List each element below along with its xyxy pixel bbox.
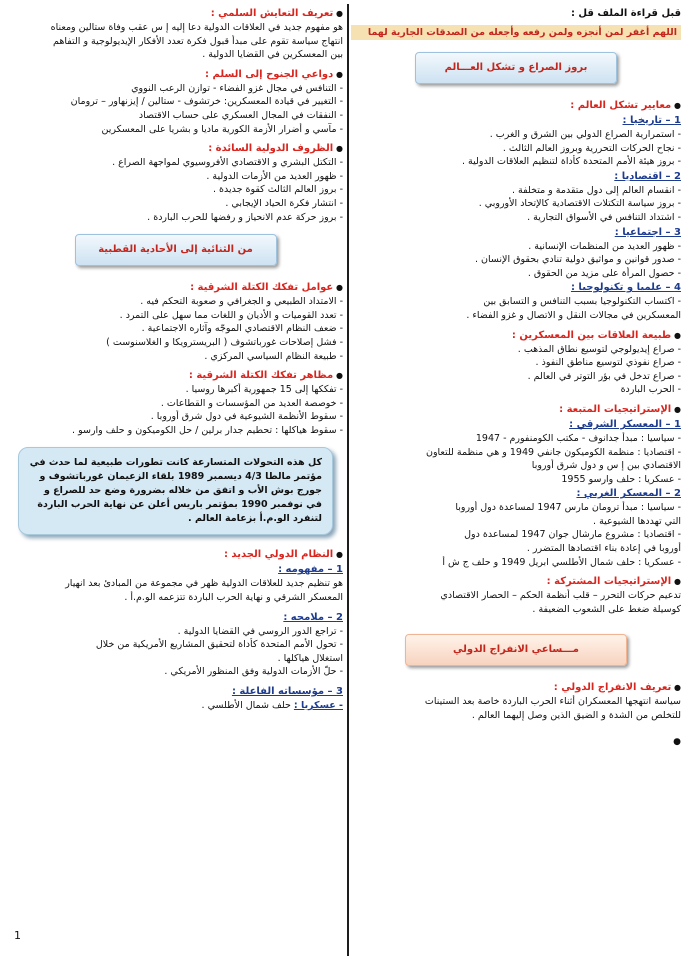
- west-title: 2 – المعسكر الغربي :: [576, 488, 681, 500]
- motives-item: - التنافس في مجال غزو الفضاء - توازن الرعب النووي: [8, 82, 343, 96]
- signs-title: ● مظاهر تفكك الكتلة الشرقية :: [8, 368, 343, 383]
- west-item: أوروبا في إعادة بناء اقتصادها المتضرر .: [526, 543, 681, 555]
- west-item: - سياسيا : مبدأ ترومان مارس 1947 لمساعدة دول أوروبا: [351, 501, 681, 515]
- science-title: 4 – علميا و تكنولوجيا :: [570, 282, 681, 294]
- features-item: - تحول الأمم المتحدة كأداة لتحقيق المشاريع الأمريكية من خلال: [8, 638, 343, 652]
- features-item: - تراجع الدور الروسي في القضايا الدولية .: [8, 625, 343, 639]
- collapse-item: - طبيعة النظام السياسي المركزي .: [8, 350, 343, 364]
- collapse-item: - ضعف النظام الاقتصادي الموجّه وآثاره الاجتماعية .: [8, 322, 343, 336]
- empty-bullet: ●: [673, 736, 681, 747]
- features-item: استغلال هياكلها .: [277, 652, 343, 664]
- econ-item: - بروز سياسة التكتلات الاقتصادية كالإتحاد الأوروبي .: [351, 197, 681, 211]
- circ-item: - انتشار فكرة الحياد الإيجابي .: [8, 197, 343, 211]
- west-item: - اقتصاديا : مشروع مارشال جوان 1947 لمساعدة دول: [351, 528, 681, 542]
- motives-item: - مآسي و أضرار الأزمة الكورية ماديا و بشريا على المعسكرين: [8, 123, 343, 137]
- signs-item: - خوصصة العديد من المؤسسات و القطاعات .: [8, 397, 343, 411]
- signs-item: - سقوط هياكلها : تحطيم جدار برلين / حل الكوميكون و حلف وارسو .: [8, 424, 343, 438]
- relations-item: - صراع إيديولوجي لتوسيع نطاق المذهب .: [351, 343, 681, 357]
- collapse-title: ● عوامل تفكك الكتلة الشرقية :: [8, 280, 343, 295]
- relations-item: - الحرب الباردة: [351, 383, 681, 397]
- institutions-title: 3 – مؤسساته الفاعلة :: [231, 686, 343, 698]
- history-item: - استمرارية الصراع الدولي بين الشرق و الغرب .: [351, 128, 681, 142]
- collapse-item: - تعدد القوميات و الأديان و اللغات مما سهل على التمرد .: [8, 309, 343, 323]
- history-item: - نجاح الحركات التحررية وبروز العالم الثالث .: [351, 142, 681, 156]
- social-item: - صدور قوانين و مواثيق دولية تنادي بحقوق الإنسان .: [351, 253, 681, 267]
- circ-item: - بروز العالم الثالث كقوة جديدة .: [8, 183, 343, 197]
- military-value: حلف شمال الأطلسي .: [201, 700, 294, 712]
- east-item: - اقتصاديا : منظمة الكوميكون جانفي 1949 و هي منظمة للتعاون: [351, 446, 681, 460]
- column-divider: [347, 4, 349, 956]
- science-item: - اكتساب التكنولوجيا بسبب التنافس و التسابق بين: [351, 295, 681, 309]
- social-item: - ظهور العديد من المنظمات الإنسانية .: [351, 240, 681, 254]
- left-column: [8, 6, 343, 713]
- history-title: 1 – تاريخيا :: [622, 115, 681, 126]
- circ-title: ● الظروف الدولية السائدة :: [8, 141, 343, 156]
- prayer-banner: اللهم أغفر لمن أنجزه ولمن رفعه وأجعله من الصدقات الجارية لهما: [351, 25, 681, 40]
- detente-title: ● تعريف الانفراج الدولي :: [351, 680, 681, 695]
- circ-item: - التكتل البشري و الاقتصادي الأفروسيوي لمواجهة الصراع .: [8, 156, 343, 170]
- motives-item: - التغيير في قيادة المعسكرين: خرتشوف - ستالين / إيزنهاور – ترومان: [8, 95, 343, 109]
- social-title: 3 – اجتماعيا :: [614, 226, 681, 238]
- circ-item: - ظهور العديد من الأزمات الدولية .: [8, 170, 343, 184]
- motives-title: ● دواعي الجنوح إلى السلم :: [8, 67, 343, 82]
- shared-title: ● الإستراتيجيات المشتركة :: [351, 574, 681, 589]
- circ-item: - بروز حركة عدم الانحياز و رفضها للحرب الباردة .: [8, 211, 343, 225]
- detente-item: سياسة انتهجها المعسكران أثناء الحرب الباردة خاصة بعد الستينات: [424, 696, 681, 708]
- west-item: التي تهددها الشيوعية .: [593, 515, 681, 527]
- relations-item: - صراع تدخل في بؤر التوتر في العالم .: [351, 370, 681, 384]
- coexist-item: بين المعسكرين في القضايا الدولية .: [202, 49, 343, 61]
- motives-item: - النفقات في المجال العسكري على حساب الاقتصاد: [8, 109, 343, 123]
- east-item: - عسكريا : حلف وارسو 1955: [351, 473, 681, 487]
- signs-item: - تفككها إلى 15 جمهورية أكبرها روسيا .: [8, 383, 343, 397]
- relations-item: - صراع نفوذي لتوسيع مناطق النفوذ .: [351, 356, 681, 370]
- west-item: - عسكريا : حلف شمال الأطلسي ابريل 1949 و حلف ج ش أ: [351, 556, 681, 570]
- shared-item: تدعيم حركات التحرر – قلب أنظمة الحكم – الحصار الاقتصادي: [440, 590, 681, 602]
- detente-item: للتخلص من الشدة و الضيق الذين وصل إليهما العالم .: [471, 710, 681, 722]
- collapse-item: - الامتداد الطبيعي و الجغرافي و صعوبة التحكم فيه .: [8, 295, 343, 309]
- history-item: - بروز هيئة الأمم المتحدة كأداة لتنظيم العلاقات الدولية .: [351, 155, 681, 169]
- social-item: - حصول المرأة على مزيد من الحقوق .: [351, 267, 681, 281]
- note-box: كل هذه التحولات المتسارعة كانت تطورات طبيعية لما حدث في مؤتمر مالطا 4/3 ديسمبر 1989 بلقاء الزعيمان غورباتشوف و جورج بوش الأب و اتفق من خلاله بضرورة وضع حد للصراع و في نوفمبر 1990 بمؤتمر باريس أعلن عن نهاية الحرب الباردة لتنفرد الو.م.أ بزعامة العالم .: [18, 447, 333, 535]
- section-box-polarity: من الثنائية إلى الأحادية القطبية: [75, 234, 277, 266]
- coexist-item: هو مفهوم جديد في العلاقات الدولية دعا إليه إ س عقب وفاة ستالين ومعناه: [50, 22, 343, 33]
- shared-item: كوسيلة ضغط على الشعوب الضعيفة .: [532, 603, 681, 615]
- nwo-title: ● النظام الدولي الجديد :: [8, 547, 343, 562]
- features-title: 2 – ملامحه :: [283, 611, 343, 623]
- coexist-title: ● تعريف التعايش السلمي :: [8, 6, 343, 21]
- section-box-detente: مـــساعي الانفراج الدولي: [405, 634, 627, 666]
- signs-item: - سقوط الأنظمة الشيوعية في دول شرق أوروبا .: [8, 410, 343, 424]
- science-item: المعسكرين في مجالات النقل و الاتصال و غزو الفضاء .: [466, 309, 681, 321]
- strategies-title: ● الإستراتيجيات المتبعة :: [351, 402, 681, 417]
- econ-item: - انقسام العالم إلى دول متقدمة و متخلفة .: [351, 184, 681, 198]
- coexist-item: انتهاج سياسة تقوم على مبدأ قبول فكرة تعدد الأفكار الإيديولوجية و التفاهم: [53, 35, 343, 47]
- east-item: الاقتصادي بين إ س و دول شرق أوروبا: [531, 460, 681, 472]
- collapse-item: - فشل إصلاحات غورباتشوف ( البريسترويكا و الغلاسنوست ): [8, 336, 343, 350]
- concept-item: المعسكر الشرقي و نهاية الحرب الباردة تتزعمه الو.م.أ .: [124, 592, 343, 604]
- east-title: 1 – المعسكر الشرقي :: [569, 418, 681, 430]
- concept-item: هو تنظيم جديد للعلاقات الدولية ظهر في مجموعة من المبادئ بعد انهيار: [65, 578, 343, 590]
- criteria-title: ● معايير تشكل العالم :: [351, 98, 681, 113]
- concept-title: 1 – مفهومه :: [278, 564, 343, 576]
- military-item: [8, 699, 343, 713]
- intro-header: قبل قراءة الملف قل :: [570, 8, 681, 19]
- east-item: - سياسيا : مبدأ جدانوف - مكتب الكومنفورم - 1947: [351, 432, 681, 446]
- section-box-conflict: بروز الصراع و تشكل العـــالم: [415, 52, 617, 84]
- econ-item: - اشتداد التنافس في الأسواق التجارية .: [351, 211, 681, 225]
- features-item: - حلّ الأزمات الدولية وفق المنظور الأمريكي .: [8, 665, 343, 679]
- page-number: 1: [14, 929, 21, 942]
- right-column: [351, 6, 681, 747]
- relations-title: ● طبيعة العلاقات بين المعسكرين :: [351, 328, 681, 343]
- military-label: - عسكريا :: [293, 700, 343, 712]
- econ-title: 2 – اقتصاديا :: [614, 170, 681, 182]
